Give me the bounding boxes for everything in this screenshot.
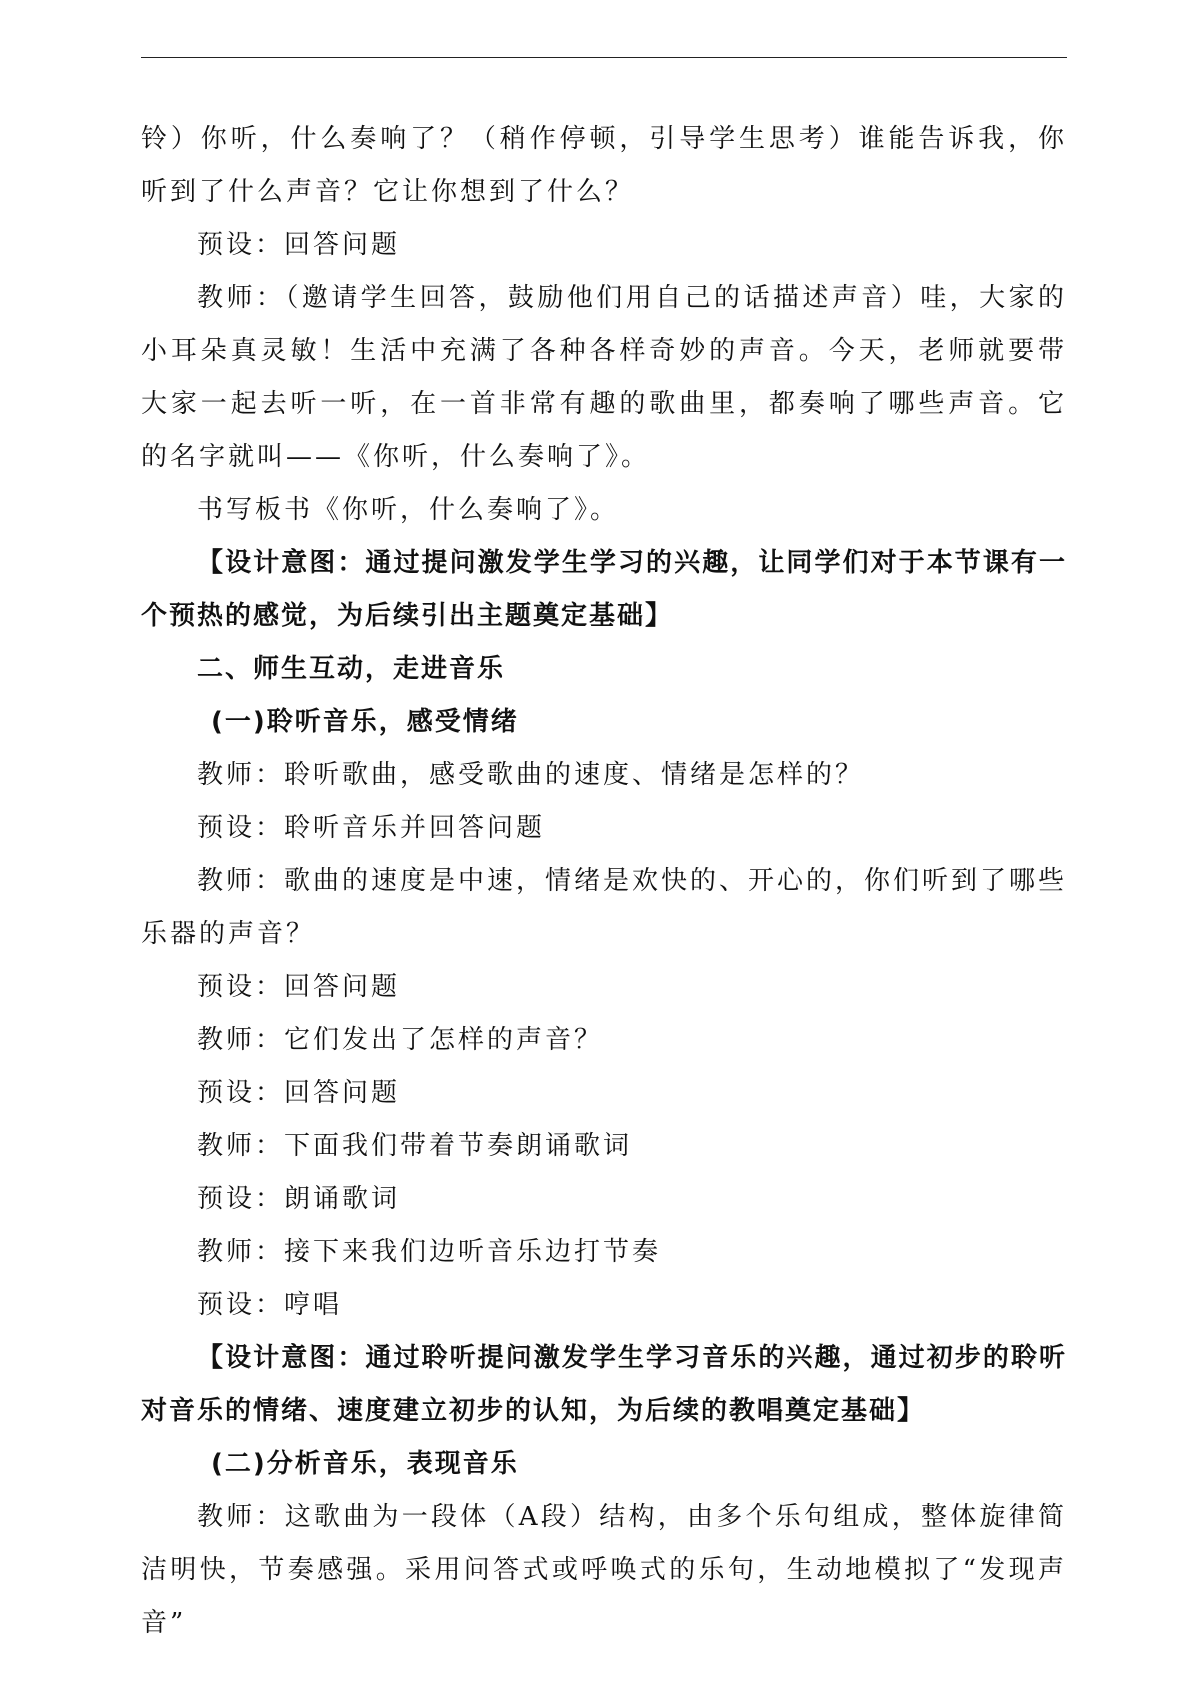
paragraph: 教师：下面我们带着节奏朗诵歌词 — [197, 1131, 633, 1161]
paragraph: 预设：回答问题 — [197, 230, 401, 260]
design-intent-note: 【设计意图：通过提问激发学生学习的兴趣，让同学们对于本节课有一个预热的感觉，为后续引出主题奠定基础】 — [141, 548, 1067, 631]
paragraph: 教师：歌曲的速度是中速，情绪是欢快的、开心的，你们听到了哪些乐器的声音？ — [141, 866, 1068, 949]
paragraph: 铃）你听，什么奏响了？（稍作停顿，引导学生思考）谁能告诉我，你听到了什么声音？它让你想到了什么？ — [141, 124, 1067, 207]
paragraph: 预设：哼唱 — [197, 1290, 343, 1320]
paragraph: 书写板书《你听，什么奏响了》。 — [197, 495, 620, 525]
paragraph: 教师：它们发出了怎样的声音？ — [197, 1025, 604, 1055]
subsection-heading: (一)聆听音乐，感受情绪 — [211, 707, 519, 737]
paragraph: 预设：聆听音乐并回答问题 — [197, 813, 546, 843]
subsection-heading: (二)分析音乐，表现音乐 — [211, 1449, 519, 1479]
paragraph: 预设：回答问题 — [197, 972, 401, 1002]
paragraph: 教师：接下来我们边听音乐边打节奏 — [197, 1237, 662, 1267]
paragraph: 教师：这歌曲为一段体（A段）结构，由多个乐句组成，整体旋律简洁明快，节奏感强。采用问答式或呼唤式的乐句，生动地模拟了“发现声音” — [141, 1502, 1067, 1638]
document-body — [141, 113, 1067, 1650]
paragraph: 预设：朗诵歌词 — [197, 1184, 401, 1214]
paragraph: 教师：聆听歌曲，感受歌曲的速度、情绪是怎样的？ — [197, 760, 865, 790]
paragraph: 教师：（邀请学生回答，鼓励他们用自己的话描述声音）哇，大家的小耳朵真灵敏！生活中充满了各种各样奇妙的声音。今天，老师就要带大家一起去听一听，在一首非常有趣的歌曲里，都奏响了哪些声音。它的名字就叫——《你听，什么奏响了》。 — [141, 283, 1067, 472]
paragraph: 预设：回答问题 — [197, 1078, 401, 1108]
design-intent-note: 【设计意图：通过聆听提问激发学生学习音乐的兴趣，通过初步的聆听对音乐的情绪、速度建立初步的认知，为后续的教唱奠定基础】 — [141, 1343, 1067, 1426]
section-heading: 二、师生互动，走进音乐 — [197, 654, 506, 684]
header-rule — [141, 57, 1067, 58]
